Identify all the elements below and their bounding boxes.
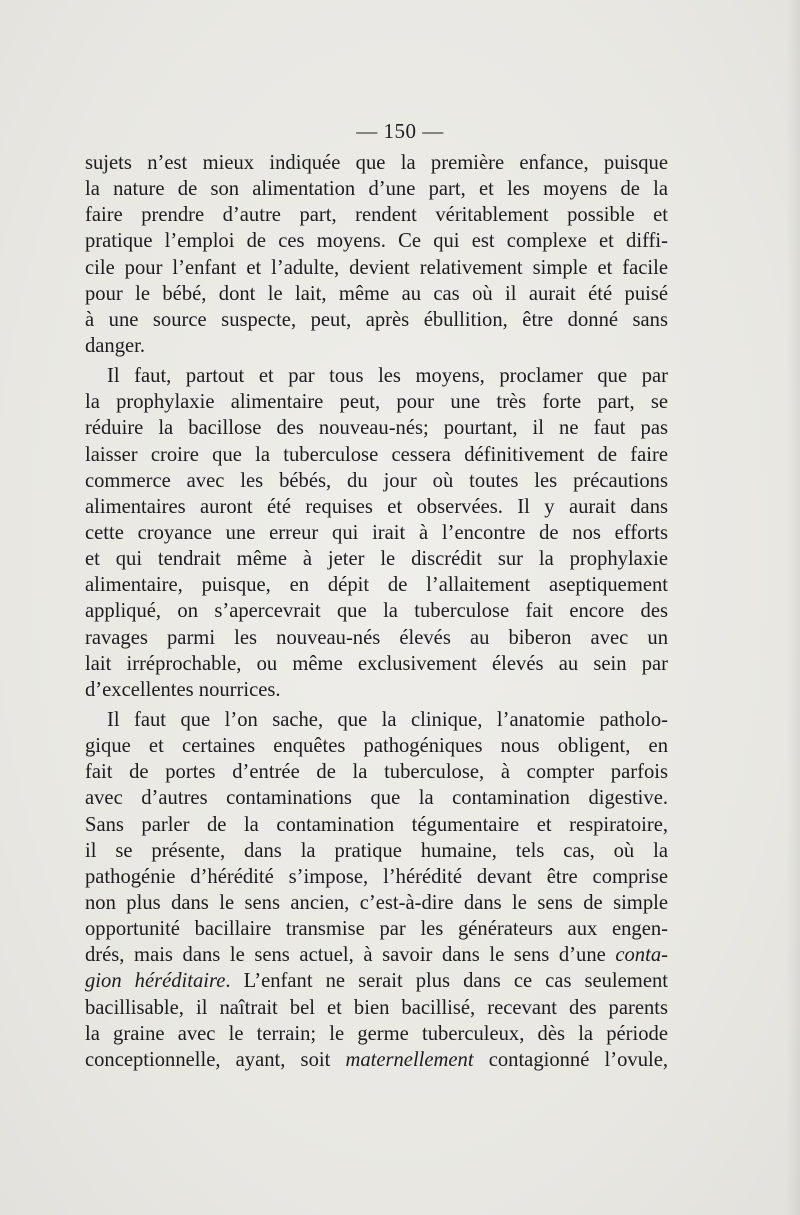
text-line-34: [85, 1047, 668, 1073]
text-line-24: avec d’autres contaminations que la contamination digestive.: [85, 787, 668, 810]
text-line-12: commerce avec les bébés, du jour où toutes les précautions: [85, 469, 668, 492]
text-lines: [85, 150, 668, 942]
text-line-27: pathogénie d’hérédité s’impose, l’hérédité devant être comprise: [85, 865, 668, 888]
line-31-after: . L’enfant ne serait plus dans ce cas seulement: [225, 970, 668, 993]
page-number: — 150 —: [356, 119, 444, 143]
text-line-7: danger.: [85, 334, 146, 357]
text-line-5: pour le bébé, dont le lait, même au cas où il aurait été puisé: [85, 282, 668, 305]
text-line-1: la nature de son alimentation d’une part, et les moyens de la: [85, 178, 668, 201]
text-line-22: gique et certaines enquêtes pathogéniques nous obligent, en: [85, 735, 668, 758]
text-line-10: réduire la bacillose des nouveau-nés; pourtant, il ne faut pas: [85, 417, 668, 440]
line-30-italic: conta-: [615, 944, 668, 967]
text-line-4: cile pour l’enfant et l’adulte, devient relativement simple et facile: [85, 256, 668, 279]
body-text: [85, 150, 668, 1073]
line-34-before: conceptionnelle, ayant, soit: [85, 1048, 346, 1071]
line-34-after: contagionné l’ovule,: [473, 1048, 668, 1071]
text-line-31: [85, 968, 668, 994]
text-line-15: et qui tendrait même à jeter le discrédit sur la prophylaxie: [85, 548, 668, 571]
text-line-tail-1: la graine avec le terrain; le germe tuberculeux, dès la période: [85, 1022, 668, 1045]
page-edge-shadow: [786, 0, 800, 1215]
text-line-3: pratique l’emploi de ces moyens. Ce qui est complexe et diffi-: [85, 230, 668, 253]
text-line-tail-0: bacillisable, il naîtrait bel et bien bacillisé, recevant des parents: [85, 996, 668, 1019]
text-lines-tail: [85, 995, 668, 1047]
line-30-before: drés, mais dans le sens actuel, à savoir dans le sens d’une: [85, 944, 616, 967]
text-line-28: non plus dans le sens ancien, c’est-à-dire dans le sens de simple: [85, 891, 668, 914]
text-line-29: opportunité bacillaire transmise par les générateurs aux engen-: [85, 918, 668, 941]
text-line-20: d’excellentes nourrices.: [85, 678, 281, 701]
text-line-0: sujets n’est mieux indiquée que la première enfance, puisque: [85, 152, 668, 174]
text-line-8: Il faut, partout et par tous les moyens, proclamer que par: [107, 365, 668, 388]
text-line-16: alimentaire, puisque, en dépit de l’allaitement aseptiquement: [85, 574, 668, 597]
text-line-2: faire prendre d’autre part, rendent véritablement possible et: [85, 204, 668, 227]
text-line-6: à une source suspecte, peut, après ébullition, être donné sans: [85, 308, 668, 331]
line-31-italic: gion héréditaire: [85, 970, 226, 993]
text-line-18: ravages parmi les nouveau-nés élevés au biberon avec un: [85, 626, 668, 649]
text-line-25: Sans parler de la contamination tégumentaire et respiratoire,: [85, 813, 668, 836]
text-line-19: lait irréprochable, ou même exclusivement élevés au sein par: [85, 652, 668, 675]
line-34-italic: maternellement: [345, 1048, 474, 1071]
text-line-30: [85, 942, 668, 968]
text-line-21: Il faut que l’on sache, que la clinique, l’anatomie patholo-: [107, 708, 668, 731]
text-line-17: appliqué, on s’apercevrait que la tuberculose fait encore des: [85, 600, 668, 623]
text-line-26: il se présente, dans la pratique humaine, tels cas, où la: [85, 839, 668, 862]
text-line-11: laisser croire que la tuberculose cessera définitivement de faire: [85, 443, 668, 466]
text-line-23: fait de portes d’entrée de la tuberculose, à compter parfois: [85, 761, 668, 784]
text-line-9: la prophylaxie alimentaire peut, pour une très forte part, se: [85, 391, 668, 414]
text-line-13: alimentaires auront été requises et observées. Il y aurait dans: [85, 495, 668, 518]
text-line-14: cette croyance une erreur qui irait à l’encontre de nos efforts: [85, 521, 668, 544]
